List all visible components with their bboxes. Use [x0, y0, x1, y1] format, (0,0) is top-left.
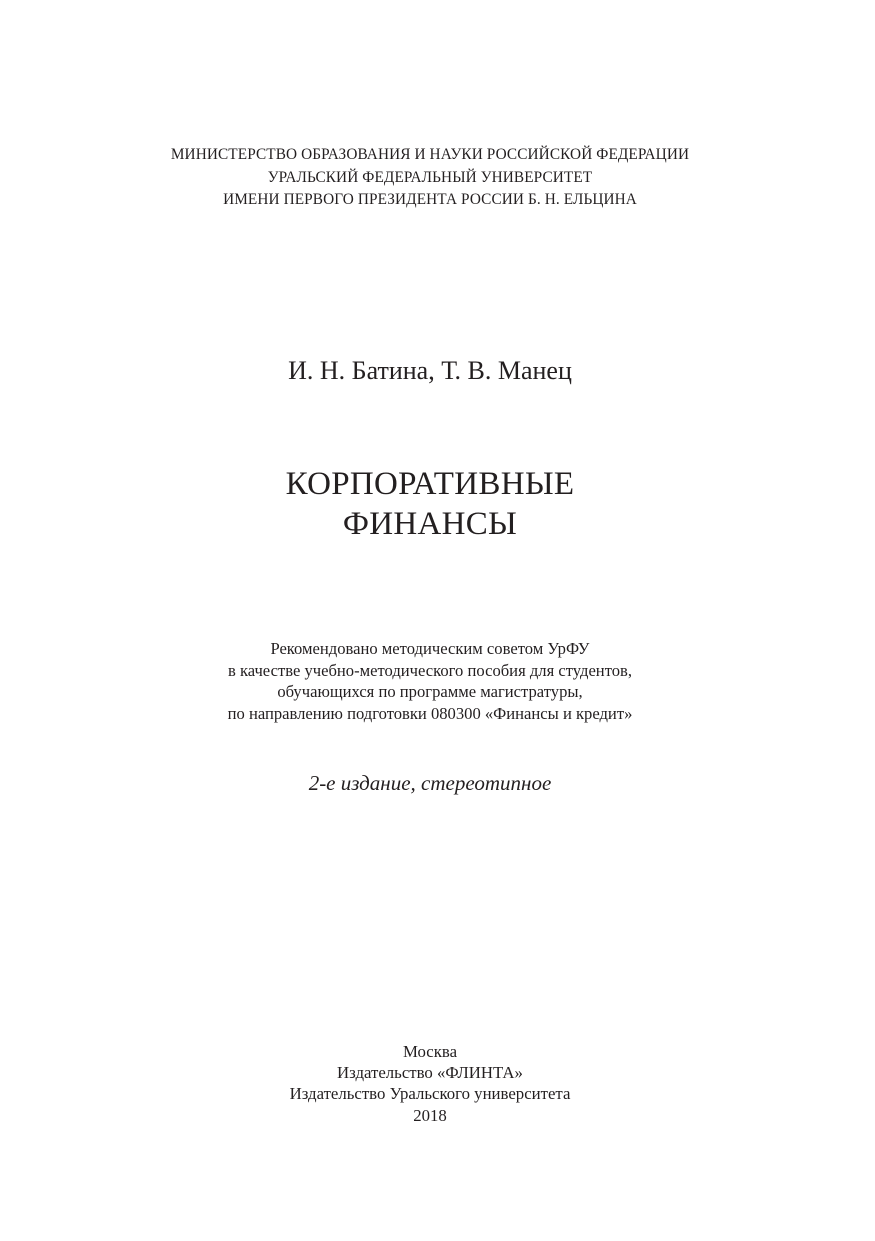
- edition-note: [0, 770, 860, 796]
- authors: [0, 355, 860, 387]
- university-line: УРАЛЬСКИЙ ФЕДЕРАЛЬНЫЙ УНИВЕРСИТЕТ: [267, 168, 593, 186]
- recommendation-line-4: по направлению подготовки 080300 «Финансы и кредит»: [227, 704, 633, 724]
- book-title-line-1: КОРПОРАТИВНЫЕ: [285, 466, 575, 502]
- imprint-year: 2018: [413, 1105, 447, 1125]
- recommendation-note: [0, 638, 860, 725]
- edition-line: 2-е издание, стереотипное: [308, 771, 552, 795]
- imprint-publisher-1: Издательство «ФЛИНТА»: [337, 1063, 523, 1083]
- ministry-line: МИНИСТЕРСТВО ОБРАЗОВАНИЯ И НАУКИ РОССИЙСКОЙ ФЕДЕРАЦИИ: [170, 146, 690, 163]
- recommendation-line-2: в качестве учебно-методического пособия для студентов,: [227, 660, 633, 680]
- recommendation-line-3: обучающихся по программе магистратуры,: [277, 682, 583, 702]
- authors-line: И. Н. Батина, Т. В. Манец: [288, 356, 572, 385]
- institution-header: [0, 144, 860, 212]
- book-title: [0, 464, 860, 544]
- book-title-line-2: ФИНАНСЫ: [342, 506, 518, 542]
- recommendation-line-1: Рекомендовано методическим советом УрФУ: [270, 639, 590, 658]
- university-namesake-line: ИМЕНИ ПЕРВОГО ПРЕЗИДЕНТА РОССИИ Б. Н. ЕЛЬЦИНА: [223, 191, 637, 208]
- imprint: [0, 1041, 860, 1126]
- imprint-publisher-2: Издательство Уральского университета: [289, 1084, 571, 1104]
- imprint-city: Москва: [402, 1042, 458, 1061]
